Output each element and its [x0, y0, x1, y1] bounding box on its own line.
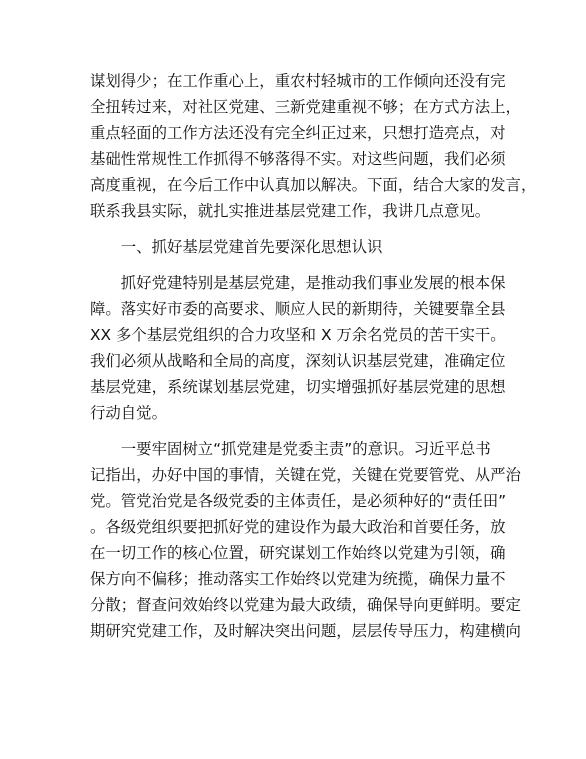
text-line: 分散；督查问效始终以党建为最大政绩，确保导向更鲜明。要定: [90, 596, 521, 614]
text-line: 基层党建，系统谋划基层党建，切实增强抓好基层党建的思想: [90, 378, 506, 396]
text-line: 我们必须从战略和全局的高度，深刻认识基层党建，准确定位: [90, 352, 506, 370]
text-line: 基础性常规性工作抓得不够落得不实。对这些问题，我们必须: [90, 150, 506, 168]
text-line: 重点轻面的工作方法还没有完全纠正过来，只想打造亮点，对: [90, 124, 506, 142]
text-line: 在一切工作的核心位置，研究谋划工作始终以党建为引领，确: [90, 544, 506, 562]
text-line: 。各级党组织要把抓好党的建设作为最大政治和首要任务，放: [90, 518, 506, 536]
text-line: 抓好党建特别是基层党建，是推动我们事业发展的根本保: [90, 274, 506, 292]
text-line: 障。落实好市委的高要求、顺应人民的新期待，关键要靠全县: [90, 300, 506, 318]
text-line: 高度重视，在今后工作中认真加以解决。下面，结合大家的发言，: [90, 176, 537, 194]
text-line: 一要牢固树立“抓党建是党委主责”的意识。习近平总书: [90, 440, 491, 458]
section-heading: [90, 234, 510, 260]
text-line: 党。管党治党是各级党委的主体责任，是必须种好的“责任田”: [90, 492, 507, 510]
text-line: 全扭转过来，对社区党建、三新党建重视不够；在方式方法上，: [90, 98, 521, 116]
text-line: 记指出，办好中国的事情，关键在党，关键在党要管党、从严治: [90, 466, 521, 484]
paragraph-intro: [90, 68, 537, 224]
text-line: XX 多个基层党组织的合力攻坚和 X 万余名党员的苦干实干。: [90, 326, 506, 344]
paragraph-understanding: [90, 270, 510, 426]
text-line: 保方向不偏移；推动落实工作始终以党建为统揽，确保力量不: [90, 570, 506, 588]
text-line: 联系我县实际，就扎实推进基层党建工作，我讲几点意见。: [90, 202, 491, 220]
document-body: [90, 68, 537, 644]
text-line: 期研究党建工作，及时解决突出问题，层层传导压力，构建横向: [90, 622, 521, 640]
text-line: 行动自觉。: [90, 404, 167, 422]
paragraph-responsibility: [90, 436, 521, 644]
text-line: 谋划得少；在工作重心上，重农村轻城市的工作倾向还没有完: [90, 72, 506, 90]
heading-line: 一、抓好基层党建首先要深化思想认识: [90, 238, 383, 256]
